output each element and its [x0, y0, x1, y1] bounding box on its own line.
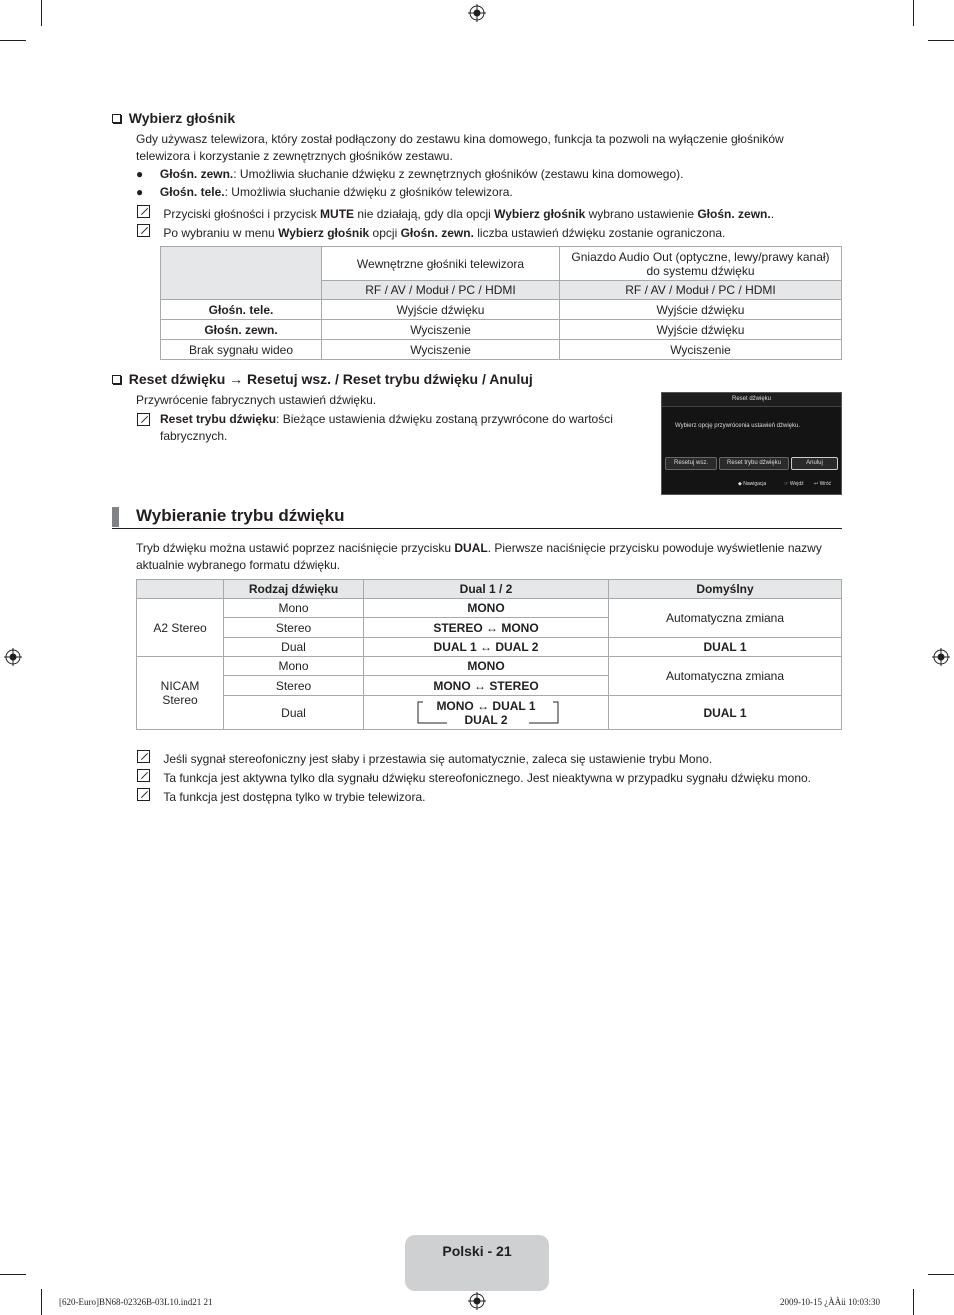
note-icon: [137, 413, 150, 426]
section-title: Wybieranie trybu dźwięku: [136, 506, 345, 525]
osd-hint: ◆ Nawigacja: [738, 481, 767, 487]
bullet-item: ● Głośn. zewn.: Umożliwia słuchanie dźwięku z zewnętrznych głośników (zestawu kina domowego).: [136, 167, 684, 181]
registration-mark-icon: [468, 4, 486, 22]
print-slug-right: 2009-10-15 ¿ÀÀü 10:03:30: [780, 1297, 880, 1307]
note-item: Jeśli sygnał stereofoniczny jest słaby i przestawia się automatycznie, zaleca się ustawienie trybu Mono.: [137, 750, 712, 768]
note-item: Ta funkcja jest dostępna tylko w trybie telewizora.: [137, 788, 425, 806]
note-icon: [137, 788, 150, 801]
table-row: A2 Stereo Mono MONO Automatyczna zmiana: [137, 599, 842, 618]
page-number-tab: [405, 1235, 549, 1291]
table-header-cell: Domyślny: [609, 580, 842, 599]
osd-hint: ☞ Wejdź: [784, 481, 804, 487]
section-reset: [112, 371, 533, 387]
table-header-cell: Rodzaj dźwięku: [224, 580, 364, 599]
note-icon: [137, 769, 150, 782]
checkbox-bullet-icon: [112, 114, 121, 123]
registration-mark-icon: [932, 648, 950, 666]
table-subheader-cell: RF / AV / Moduł / PC / HDMI: [560, 281, 842, 300]
table-corner-cell: [161, 247, 322, 300]
table-row: Brak sygnału wideo Wyciszenie Wyciszenie: [161, 340, 842, 360]
page-number: Polski - 21: [442, 1243, 512, 1259]
section-intro: Tryb dźwięku można ustawić poprzez naciśnięcie przycisku DUAL. Pierwsze naciśnięcie przycisku powoduje wyświetlenie nazwy aktualnie wybranego formatu dźwięku.: [136, 541, 822, 572]
osd-button-reset-all[interactable]: Resetuj wsz.: [665, 457, 717, 470]
sound-mode-table: [136, 579, 842, 730]
table-corner-cell: [137, 580, 224, 599]
table-row: Dual DUAL 1 ↔ DUAL 2 DUAL 1: [137, 638, 842, 657]
note-icon: [137, 205, 150, 218]
note-icon: [137, 224, 150, 237]
table-row: Dual MONO ↔ DUAL 1 DUAL 2 DUAL 1: [137, 696, 842, 730]
checkbox-bullet-icon: [112, 375, 121, 384]
note-item: Przyciski głośności i przycisk MUTE nie działają, gdy dla opcji Wybierz głośnik wybrano ustawienie Głośn. zewn..: [137, 205, 774, 223]
table-row: Stereo MONO ↔ STEREO: [137, 676, 842, 696]
table-header-cell: Wewnętrzne głośniki telewizora: [322, 247, 560, 281]
tv-osd-screenshot: [661, 392, 842, 495]
osd-hint: ↩ Wróć: [814, 481, 832, 487]
bullet-item: ● Głośn. tele.: Umożliwia słuchanie dźwięku z głośników telewizora.: [136, 185, 513, 199]
table-row: Głośn. tele. Wyjście dźwięku Wyjście dźwięku: [161, 300, 842, 320]
osd-button-reset-mode[interactable]: Reset trybu dźwięku: [719, 457, 789, 470]
section-intro: Przywrócenie fabrycznych ustawień dźwięku.: [136, 393, 377, 407]
section-title-rule: [112, 528, 842, 529]
note-item: Reset trybu dźwięku: Bieżące ustawienia dźwięku zostaną przywrócone do wartości fabrycznych.: [137, 411, 637, 444]
note-item: Ta funkcja jest aktywna tylko dla sygnału dźwięku stereofonicznego. Jest nieaktywna w przypadku sygnału dźwięku mono.: [137, 769, 811, 787]
section-intro: Gdy używasz telewizora, który został podłączony do zestawu kina domowego, funkcja ta pozwoli na wyłączenie głośników telewizora i korzystanie z zewnętrznych głośników zestawu.: [136, 132, 784, 163]
registration-mark-icon: [468, 1292, 486, 1310]
table-row: Stereo STEREO ↔ MONO: [137, 618, 842, 638]
table-row: NICAM Stereo Mono MONO Automatyczna zmiana: [137, 657, 842, 676]
registration-mark-icon: [4, 648, 22, 666]
table-subheader-cell: RF / AV / Moduł / PC / HDMI: [322, 281, 560, 300]
print-slug-left: [620-Euro]BN68-02326B-03L10.ind21 21: [59, 1297, 213, 1307]
table-header-cell: Dual 1 / 2: [364, 580, 609, 599]
section-title-marker: [112, 507, 119, 527]
table-row: Głośn. zewn. Wyciszenie Wyjście dźwięku: [161, 320, 842, 340]
section-wybierz-glosnik: [112, 110, 235, 126]
osd-button-cancel[interactable]: Anuluj: [791, 457, 838, 470]
table-header-cell: Gniazdo Audio Out (optyczne, lewy/prawy kanał) do systemu dźwięku: [560, 247, 842, 281]
section-heading: Reset dźwięku → Resetuj wsz. / Reset trybu dźwięku / Anuluj: [128, 371, 533, 387]
note-icon: [137, 750, 150, 763]
osd-title: Reset dźwięku: [662, 393, 841, 407]
note-item: Po wybraniu w menu Wybierz głośnik opcji Głośn. zewn. liczba ustawień dźwięku zostanie ograniczona.: [137, 224, 725, 242]
cycle-bracket-icon: [417, 701, 559, 724]
osd-message: Wybierz opcję przywrócenia ustawień dźwięku.: [675, 423, 800, 429]
speaker-table: [160, 246, 842, 360]
section-heading: Wybierz głośnik: [128, 110, 236, 126]
